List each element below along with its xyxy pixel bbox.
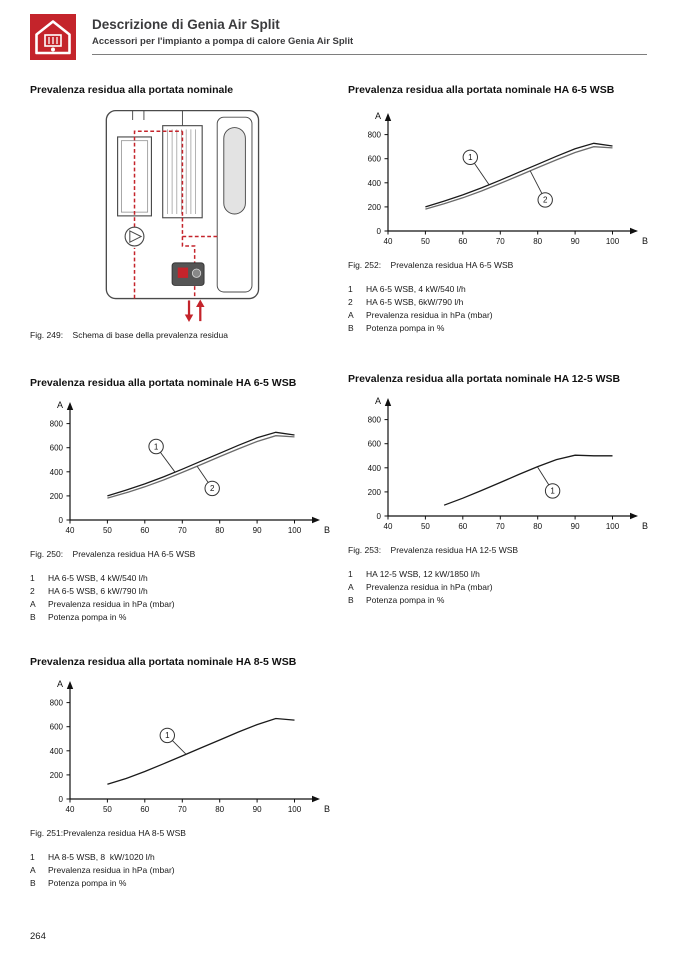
x-axis-label: B xyxy=(324,525,331,535)
svg-text:60: 60 xyxy=(140,526,150,535)
svg-text:90: 90 xyxy=(252,526,262,535)
legend-item xyxy=(348,322,650,335)
legend-text: Potenza pompa in % xyxy=(366,595,445,605)
svg-text:800: 800 xyxy=(367,415,381,425)
series-line xyxy=(425,147,612,209)
callout-label: 2 xyxy=(209,484,215,494)
legend-key: 1 xyxy=(30,573,35,583)
figure-252-caption: Fig. 252: Prevalenza residua HA 6-5 WSB xyxy=(348,260,514,270)
y-axis-label: A xyxy=(56,679,63,689)
svg-text:100: 100 xyxy=(605,237,620,246)
svg-text:80: 80 xyxy=(533,237,543,246)
legend-item xyxy=(348,296,650,309)
series-line xyxy=(107,436,294,498)
svg-text:600: 600 xyxy=(367,154,381,164)
legend-item xyxy=(348,283,650,296)
legend-key: 2 xyxy=(30,586,35,596)
legend-item xyxy=(30,611,332,624)
x-axis-arrow xyxy=(630,228,638,234)
y-axis-label: A xyxy=(56,400,63,410)
svg-text:70: 70 xyxy=(495,237,505,246)
svg-text:200: 200 xyxy=(49,491,63,501)
svg-text:40: 40 xyxy=(65,526,75,535)
svg-text:200: 200 xyxy=(367,202,381,212)
y-axis-label: A xyxy=(374,111,381,121)
y-ticks xyxy=(50,420,70,525)
pump-assembly-red-box xyxy=(177,268,187,278)
legend-text: HA 12-5 WSB, 12 kW/1850 l/h xyxy=(366,569,480,579)
chart-fig-251 xyxy=(30,673,332,823)
svg-text:200: 200 xyxy=(367,487,381,497)
chart-svg xyxy=(30,394,332,544)
legend-text: Prevalenza residua in hPa (mbar) xyxy=(366,582,493,592)
svg-text:70: 70 xyxy=(495,522,505,531)
column-right xyxy=(348,84,650,890)
x-axis-arrow xyxy=(312,517,320,523)
svg-text:50: 50 xyxy=(102,805,112,814)
y-axis-arrow xyxy=(67,681,73,689)
svg-text:100: 100 xyxy=(287,526,302,535)
chart-fig-252 xyxy=(348,105,650,255)
svg-text:0: 0 xyxy=(376,227,381,236)
figure-249-caption: Fig. 249: Schema di base della prevalenza residua xyxy=(30,330,228,340)
legend-item xyxy=(348,309,650,322)
figure-250-caption: Fig. 250: Prevalenza residua HA 6-5 WSB xyxy=(30,549,196,559)
chart-fig-253 xyxy=(348,390,650,540)
y-axis-arrow xyxy=(385,398,391,406)
figure-252-legend xyxy=(348,283,650,335)
svg-text:60: 60 xyxy=(458,522,468,531)
legend-text: HA 6-5 WSB, 4 kW/540 l/h xyxy=(366,284,466,294)
svg-text:90: 90 xyxy=(570,522,580,531)
svg-text:400: 400 xyxy=(49,467,63,477)
legend-item xyxy=(30,585,332,598)
callout-label: 1 xyxy=(468,153,473,163)
column-left xyxy=(30,84,332,890)
legend-item xyxy=(30,598,332,611)
legend-text: HA 6-5 WSB, 6 kW/790 l/h xyxy=(48,586,148,596)
svg-text:40: 40 xyxy=(65,805,75,814)
legend-key: A xyxy=(348,582,354,592)
pump-assembly-dial xyxy=(192,269,200,277)
x-axis-arrow xyxy=(630,513,638,519)
x-axis-label: B xyxy=(642,521,649,531)
svg-text:0: 0 xyxy=(58,795,63,804)
header-divider xyxy=(92,54,647,55)
expansion-vessel xyxy=(223,128,245,214)
svg-text:800: 800 xyxy=(367,130,381,140)
heading-ha12-5: Prevalenza residua alla portata nominale HA 12-5 WSB xyxy=(348,373,621,385)
figure-251-legend xyxy=(30,851,332,890)
boiler-schematic-svg xyxy=(78,105,285,323)
svg-text:400: 400 xyxy=(49,746,63,756)
figure-250-legend xyxy=(30,572,332,624)
legend-key: 1 xyxy=(30,852,35,862)
legend-key: B xyxy=(348,595,354,605)
y-ticks xyxy=(50,699,70,804)
callout-label: 1 xyxy=(165,731,170,741)
legend-key: B xyxy=(30,612,36,622)
svg-text:40: 40 xyxy=(383,522,393,531)
legend-item xyxy=(30,864,332,877)
chart-fig-250 xyxy=(30,394,332,544)
svg-text:40: 40 xyxy=(383,237,393,246)
svg-text:50: 50 xyxy=(102,526,112,535)
figure-249-boiler-schematic xyxy=(30,103,332,325)
svg-text:800: 800 xyxy=(49,419,63,429)
x-axis-arrow xyxy=(312,796,320,802)
figure-253-caption: Fig. 253: Prevalenza residua HA 12-5 WSB xyxy=(348,545,519,555)
legend-text: HA 6-5 WSB, 4 kW/540 l/h xyxy=(48,573,148,583)
heading-ha6-5-left: Prevalenza residua alla portata nominale HA 6-5 WSB xyxy=(30,377,297,389)
chart-svg xyxy=(348,390,650,540)
legend-item xyxy=(30,572,332,585)
legend-key: A xyxy=(30,865,36,875)
y-ticks xyxy=(368,131,388,236)
svg-text:60: 60 xyxy=(140,805,150,814)
svg-text:50: 50 xyxy=(420,237,430,246)
legend-text: HA 6-5 WSB, 6kW/790 l/h xyxy=(366,297,464,307)
legend-text: Prevalenza residua in hPa (mbar) xyxy=(48,599,175,609)
legend-item xyxy=(348,568,650,581)
y-axis-arrow xyxy=(67,402,73,410)
series-line xyxy=(107,719,294,785)
callout-label: 2 xyxy=(542,195,548,205)
svg-text:90: 90 xyxy=(252,805,262,814)
brand-logo xyxy=(30,14,76,60)
svg-text:80: 80 xyxy=(215,526,225,535)
page-subtitle: Accessori per l'impianto a pompa di calore Genia Air Split xyxy=(92,36,354,47)
svg-text:80: 80 xyxy=(533,522,543,531)
svg-text:100: 100 xyxy=(287,805,302,814)
legend-key: 1 xyxy=(348,284,353,294)
two-column-layout xyxy=(30,84,647,890)
legend-text: HA 8-5 WSB, 8 kW/1020 l/h xyxy=(48,852,155,862)
flow-arrow-down-head xyxy=(184,315,192,323)
flow-arrow-up-head xyxy=(196,300,204,308)
svg-text:0: 0 xyxy=(58,516,63,525)
legend-text: Potenza pompa in % xyxy=(366,323,445,333)
y-axis-arrow xyxy=(385,113,391,121)
page-title: Descrizione di Genia Air Split xyxy=(92,17,280,32)
legend-item xyxy=(348,594,650,607)
heading-prevalenza-residua: Prevalenza residua alla portata nominale xyxy=(30,84,234,96)
figure-253-legend xyxy=(348,568,650,607)
svg-text:600: 600 xyxy=(49,443,63,453)
legend-text: Prevalenza residua in hPa (mbar) xyxy=(366,310,493,320)
legend-key: A xyxy=(30,599,36,609)
legend-item xyxy=(30,851,332,864)
svg-text:70: 70 xyxy=(177,526,187,535)
chart-svg xyxy=(30,673,332,823)
heading-ha8-5: Prevalenza residua alla portata nominale HA 8-5 WSB xyxy=(30,656,297,668)
svg-text:600: 600 xyxy=(367,439,381,449)
svg-text:80: 80 xyxy=(215,805,225,814)
svg-text:200: 200 xyxy=(49,770,63,780)
legend-key: A xyxy=(348,310,354,320)
x-ticks xyxy=(66,520,302,535)
callout-label: 1 xyxy=(550,486,555,496)
heading-ha6-5-right: Prevalenza residua alla portata nominale HA 6-5 WSB xyxy=(348,84,615,96)
legend-item xyxy=(348,581,650,594)
x-ticks xyxy=(384,231,620,246)
svg-text:100: 100 xyxy=(605,522,620,531)
legend-key: 2 xyxy=(348,297,353,307)
page-number: 264 xyxy=(30,931,46,942)
series-line xyxy=(444,455,612,505)
x-ticks xyxy=(384,516,620,531)
svg-text:400: 400 xyxy=(367,178,381,188)
y-ticks xyxy=(368,416,388,521)
x-ticks xyxy=(66,799,302,814)
legend-item xyxy=(30,877,332,890)
chart-svg xyxy=(348,105,650,255)
callout-label: 1 xyxy=(153,442,159,452)
legend-key: 1 xyxy=(348,569,353,579)
x-axis-label: B xyxy=(324,804,331,814)
svg-text:50: 50 xyxy=(420,522,430,531)
x-axis-label: B xyxy=(642,236,649,246)
header-text xyxy=(92,14,647,55)
legend-key: B xyxy=(30,878,36,888)
svg-text:400: 400 xyxy=(367,463,381,473)
svg-text:0: 0 xyxy=(376,512,381,521)
svg-text:600: 600 xyxy=(49,722,63,732)
svg-text:70: 70 xyxy=(177,805,187,814)
figure-251-caption: Fig. 251:Prevalenza residua HA 8-5 WSB xyxy=(30,828,186,838)
house-heatpump-icon xyxy=(31,15,75,59)
legend-text: Potenza pompa in % xyxy=(48,878,127,888)
page-header xyxy=(30,14,647,60)
legend-text: Potenza pompa in % xyxy=(48,612,127,622)
svg-text:800: 800 xyxy=(49,698,63,708)
y-axis-label: A xyxy=(374,396,381,406)
legend-text: Prevalenza residua in hPa (mbar) xyxy=(48,865,175,875)
svg-text:90: 90 xyxy=(570,237,580,246)
legend-key: B xyxy=(348,323,354,333)
svg-text:60: 60 xyxy=(458,237,468,246)
